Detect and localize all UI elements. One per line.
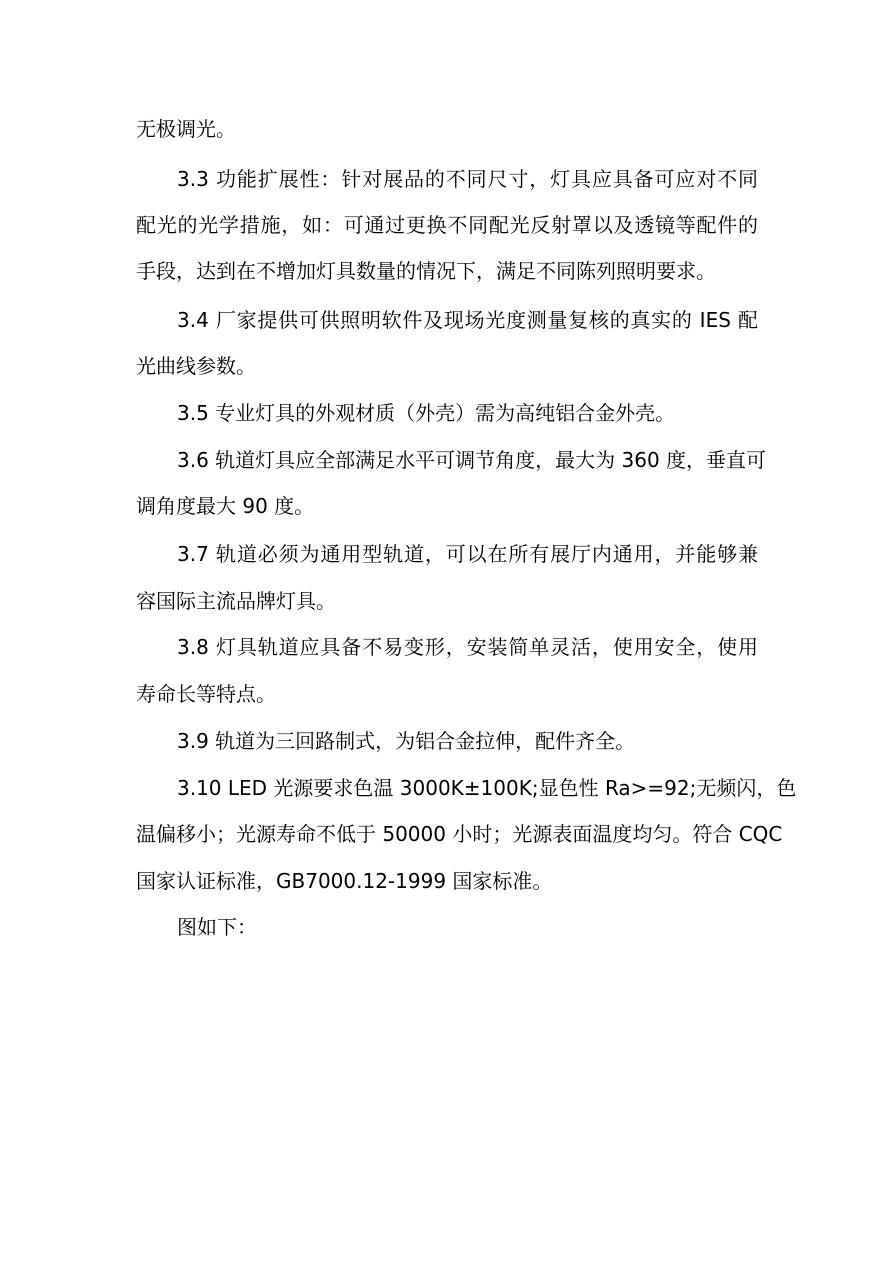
text-line: 3.6 轨道灯具应全部满足水平可调节角度，最大为 360 度，垂直可 bbox=[177, 448, 767, 472]
text-line: 光曲线参数。 bbox=[136, 354, 256, 378]
text-line: 调角度最大 90 度。 bbox=[136, 494, 315, 518]
text-line: 配光的光学措施，如：可通过更换不同配光反射罩以及透镜等配件的 bbox=[136, 213, 758, 237]
text-line: 3.4 厂家提供可供照明软件及现场光度测量复核的真实的 IES 配 bbox=[177, 308, 758, 332]
text-line: 图如下： bbox=[177, 915, 257, 939]
text-line: 容国际主流品牌灯具。 bbox=[136, 589, 336, 613]
text-line: 3.5 专业灯具的外观材质（外壳）需为高纯铝合金外壳。 bbox=[177, 401, 676, 425]
text-line: 温偏移小；光源寿命不低于 50000 小时；光源表面温度均匀。符合 CQC bbox=[136, 822, 783, 846]
text-line: 3.7 轨道必须为通用型轨道，可以在所有展厅内通用，并能够兼 bbox=[177, 542, 758, 566]
text-line: 3.3 功能扩展性：针对展品的不同尺寸，灯具应具备可应对不同 bbox=[177, 167, 758, 191]
text-line: 3.10 LED 光源要求色温 3000K±100K;显色性 Ra>=92;无频闪，色 bbox=[177, 776, 797, 800]
text-line: 寿命长等特点。 bbox=[136, 682, 276, 706]
text-line: 国家认证标准，GB7000.12-1999 国家标准。 bbox=[136, 869, 553, 893]
text-line: 无极调光。 bbox=[136, 117, 236, 141]
text-line: 3.9 轨道为三回路制式，为铝合金拉伸，配件齐全。 bbox=[177, 729, 636, 753]
text-line: 手段，达到在不增加灯具数量的情况下，满足不同陈列照明要求。 bbox=[136, 259, 716, 283]
text-line: 3.8 灯具轨道应具备不易变形，安装简单灵活，使用安全，使用 bbox=[177, 635, 758, 659]
